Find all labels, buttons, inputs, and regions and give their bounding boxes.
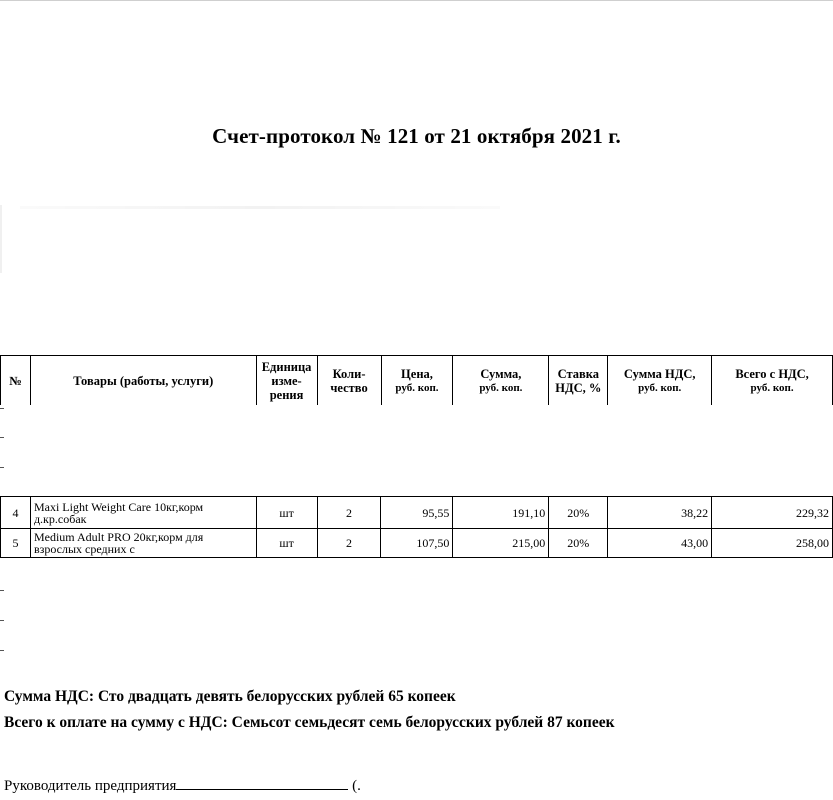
table-row: [1, 497, 833, 529]
col-header-vat-sum-sub: руб. коп.: [638, 381, 682, 394]
col-header-qty: Коли-чество: [317, 356, 381, 406]
col-header-total-main: Всего с НДС,: [735, 366, 809, 381]
grand-total-text: Всего к оплате на сумму с НДС: Семьсот семьдесят семь белорусских рублей 87 копеек: [4, 714, 615, 731]
col-header-price: [381, 356, 453, 406]
cell-sum: 215,00: [453, 529, 549, 558]
col-header-price-sub: руб. коп.: [395, 381, 439, 394]
cell-vat-rate: 20%: [549, 529, 608, 558]
cell-unit: шт: [256, 497, 317, 529]
cell-goods: Medium Adult PRO 20кг,корм для взрослых средних с: [30, 529, 256, 558]
cell-price: 95,55: [381, 497, 453, 529]
signature-tail: (.: [352, 778, 361, 794]
col-header-price-main: Цена,: [401, 366, 433, 381]
cell-num: 5: [1, 529, 31, 558]
col-header-sum-sub: руб. коп.: [479, 381, 523, 394]
cell-unit: шт: [256, 529, 317, 558]
col-header-vat-sum: [608, 356, 712, 406]
col-header-vat-sum-main: Сумма НДС,: [623, 366, 696, 381]
vat-total-text: Сумма НДС: Сто двадцать девять белорусских рублей 65 копеек: [4, 688, 456, 705]
cell-qty: 2: [317, 497, 381, 529]
tick-mark: [0, 590, 4, 591]
faint-line: [20, 206, 500, 209]
col-header-vat-rate: Ставка НДС, %: [549, 356, 608, 406]
cell-sum: 191,10: [453, 497, 549, 529]
invoice-table-header: [0, 355, 833, 405]
cell-vat-sum: 43,00: [608, 529, 712, 558]
tick-mark: [0, 408, 4, 409]
table-row: [1, 529, 833, 558]
cell-total: 229,32: [712, 497, 833, 529]
cell-price: 107,50: [381, 529, 453, 558]
faint-mark: [0, 205, 2, 273]
tick-mark: [0, 620, 4, 621]
cell-total: 258,00: [712, 529, 833, 558]
signature-label: Руководитель предприятия: [4, 778, 177, 794]
col-header-total-sub: руб. коп.: [750, 381, 794, 394]
tick-mark: [0, 467, 4, 468]
cell-goods: Maxi Light Weight Care 10кг,корм д.кр.собак: [30, 497, 256, 529]
cell-vat-rate: 20%: [549, 497, 608, 529]
col-header-total: [712, 356, 833, 406]
signature-line: [4, 775, 361, 795]
col-header-goods: Товары (работы, услуги): [30, 356, 256, 406]
col-header-sum: [453, 356, 549, 406]
invoice-table-rows: [0, 496, 833, 558]
cell-qty: 2: [317, 529, 381, 558]
col-header-unit: Единица изме-рения: [256, 356, 317, 406]
col-header-num: №: [1, 356, 31, 406]
col-header-sum-main: Сумма,: [480, 366, 522, 381]
tick-mark: [0, 437, 4, 438]
tick-mark: [0, 650, 4, 651]
cell-vat-sum: 38,22: [608, 497, 712, 529]
top-border: [0, 0, 833, 1]
document-title: Счет-протокол № 121 от 21 октября 2021 г.: [212, 124, 621, 148]
signature-blank: [176, 775, 348, 790]
cell-num: 4: [1, 497, 31, 529]
